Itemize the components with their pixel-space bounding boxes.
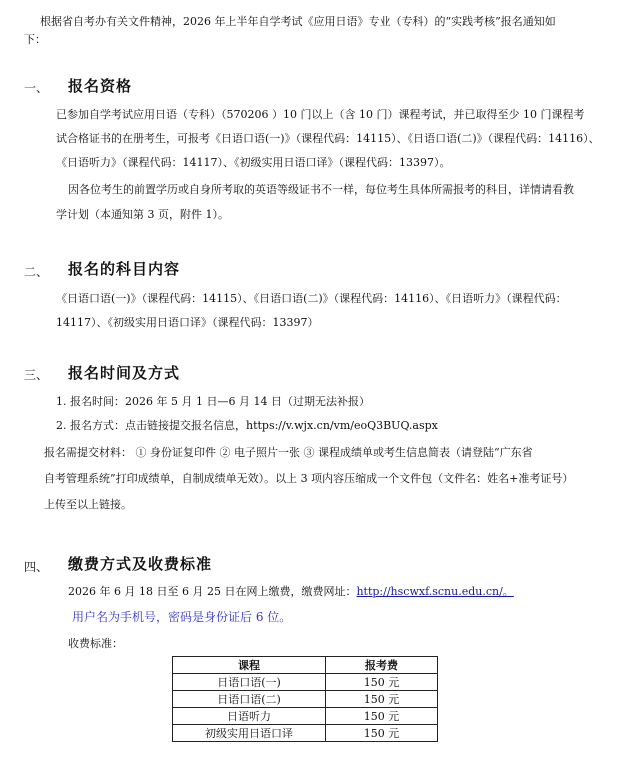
fee-course-cell: 日语听力 <box>173 708 326 725</box>
section-3-line-2: 2. 报名方式：点击链接提交报名信息，https://v.wjx.cn/vm/eoQ3BUQ.aspx <box>56 419 438 432</box>
fee-table-header-row <box>173 657 438 674</box>
section-2-line-2: 14117）、《初级实用日语口译》（课程代码：13397） <box>56 316 319 329</box>
table-row <box>173 674 438 691</box>
section-4-number: 四、 <box>24 560 49 574</box>
section-1-line-4: 因各位考生的前置学历或自身所考取的英语等级证书不一样，每位考生具体所需报考的科目，详情请看教 <box>68 183 574 196</box>
section-4-title: 缴费方式及收费标准 <box>68 555 213 573</box>
fee-table <box>172 656 438 742</box>
table-row <box>173 725 438 742</box>
section-1-line-1: 已参加自学考试应用日语（专科）（570206 ）10 门以上（含 10 门）课程考试，并已取得至少 10 门课程考 <box>56 108 585 121</box>
section-1-line-5: 学计划（本通知第 3 页，附件 1）。 <box>56 208 229 221</box>
fee-header-fee: 报考费 <box>326 657 438 674</box>
fee-amount-cell: 150 元 <box>326 725 438 742</box>
section-3-line-4: 自考管理系统”打印成绩单，自制成绩单无效）。以上 3 项内容压缩成一个文件包（文件名：姓名+准考证号） <box>44 472 574 485</box>
fee-course-cell: 初级实用日语口译 <box>173 725 326 742</box>
table-row <box>173 708 438 725</box>
table-row <box>173 691 438 708</box>
fee-course-cell: 日语口语(一) <box>173 674 326 691</box>
fee-amount-cell: 150 元 <box>326 674 438 691</box>
intro-line-1: 根据省自考办有关文件精神，2026 年上半年自学考试《应用日语》专业（专科）的“实践考核”报名通知如 <box>40 15 556 28</box>
fee-header-course: 课程 <box>173 657 326 674</box>
section-3-line-1: 1. 报名时间：2026 年 5 月 1 日—6 月 14 日（过期无法补报） <box>56 395 370 408</box>
section-1-title: 报名资格 <box>68 77 133 95</box>
fee-label: 收费标准： <box>68 637 123 650</box>
intro-line-2: 下： <box>24 33 46 46</box>
section-3-line-5: 上传至以上链接。 <box>44 498 132 511</box>
section-2-number: 二、 <box>24 265 49 279</box>
payment-link[interactable]: http://hscwxf.scnu.edu.cn/。 <box>356 585 514 598</box>
section-1-line-3: 《日语听力》（课程代码：14117）、《初级实用日语口译》（课程代码：13397）。 <box>56 156 451 169</box>
section-3-number: 三、 <box>24 368 49 382</box>
section-1-line-2: 试合格证书的在册考生，可报考《日语口语(一)》（课程代码：14115）、《日语口语(二)》（课程代码：14116）、 <box>56 132 600 145</box>
fee-amount-cell: 150 元 <box>326 691 438 708</box>
section-2-line-1: 《日语口语(一)》（课程代码：14115）、《日语口语(二)》（课程代码：14116）、《日语听力》（课程代码： <box>56 292 567 305</box>
payment-text: 2026 年 6 月 18 日至 6 月 25 日在网上缴费，缴费网址： <box>68 585 357 598</box>
account-note: 用户名为手机号，密码是身份证后 6 位。 <box>72 610 292 624</box>
section-3-title: 报名时间及方式 <box>68 364 181 382</box>
payment-line <box>68 584 514 600</box>
fee-course-cell: 日语口语(二) <box>173 691 326 708</box>
section-1-number: 一、 <box>24 81 49 95</box>
fee-amount-cell: 150 元 <box>326 708 438 725</box>
section-3-line-3: 报名需提交材料： ① 身份证复印件 ② 电子照片一张 ③ 课程成绩单或考生信息简表（请登陆“广东省 <box>44 446 533 459</box>
section-2-title: 报名的科目内容 <box>68 260 181 278</box>
